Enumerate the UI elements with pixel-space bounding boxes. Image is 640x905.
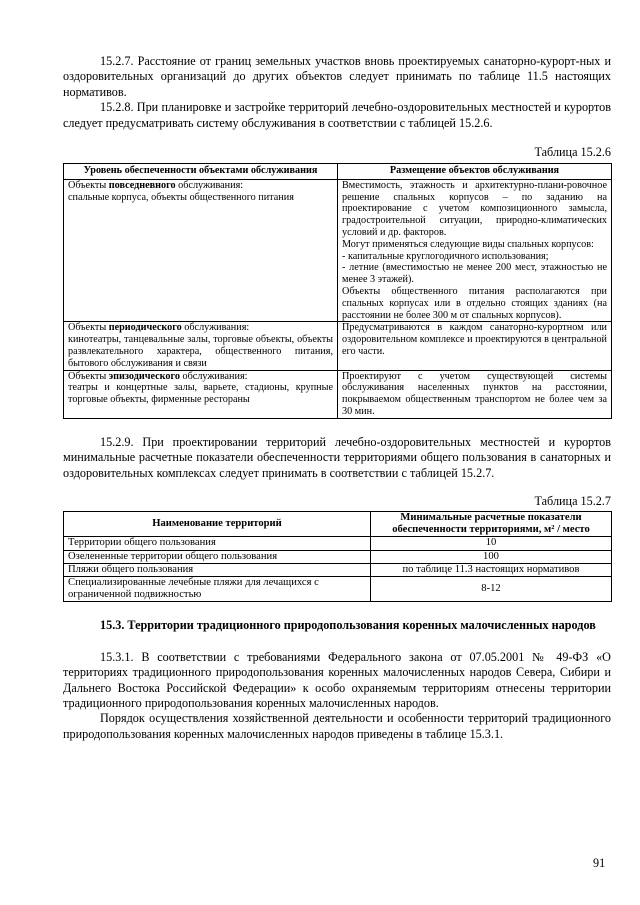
table-header-row	[64, 511, 612, 536]
level-objects: кинотеатры, танцевальные залы, торговые объекты, объекты развлекательного характера, общественного питания, бытового обслуживания и связи	[68, 334, 333, 369]
table-row	[64, 179, 612, 322]
paragraph-15-2-8: 15.2.8. При планировке и застройке территорий лечебно-оздоровительных местностей и курортов следует предусматривать систему обслуживания в соответствии с таблицей 15.2.6.	[63, 100, 611, 130]
table-15-2-6	[63, 163, 612, 419]
table-row	[64, 550, 612, 563]
column-header-min-indicators: Минимальные расчетные показатели обеспеченности территориями, м² / место	[371, 511, 612, 536]
page-number: 91	[593, 856, 606, 870]
table-cell-value: 10	[371, 537, 612, 550]
table-cell-placement: Проектируют с учетом существующей системы обслуживания населенных пунктов на расстоянии, покрываемом общественным транспортом не более чем за 30 мин.	[338, 370, 612, 418]
column-header-placement: Размещение объектов обслуживания	[338, 164, 612, 180]
table-cell-level: Объекты эпизодического обслуживания: театры и концертные залы, варьете, стадионы, крупные торговые объекты, фирменные рестораны	[64, 370, 338, 418]
table-cell-value: по таблице 11.3 настоящих нормативов	[371, 563, 612, 576]
level-objects: театры и концертные залы, варьете, стадионы, крупные торговые объекты, фирменные рестораны	[68, 382, 333, 406]
table-cell-territory: Специализированные лечебные пляжи для лечащихся с ограниченной подвижностью	[64, 577, 371, 602]
table-row	[64, 370, 612, 418]
table-15-2-6-caption: Таблица 15.2.6	[534, 145, 611, 160]
table-row	[64, 537, 612, 550]
table-row	[64, 577, 612, 602]
column-header-service-level: Уровень обеспеченности объектами обслуживания	[64, 164, 338, 180]
paragraph-15-2-9: 15.2.9. При проектировании территорий лечебно-оздоровительных местностей и курортов минимальные расчетные показатели обеспеченности территориями общего пользования в санаторных и оздоровительных комплексах следует принимать в соответствии с таблицей 15.2.7.	[63, 434, 611, 480]
table-15-2-7	[63, 511, 612, 602]
table-cell-territory: Пляжи общего пользования	[64, 563, 371, 576]
table-header-row	[64, 164, 612, 180]
table-cell-territory: Территории общего пользования	[64, 537, 371, 550]
table-cell-value: 8-12	[371, 577, 612, 602]
table-cell-level: Объекты периодического обслуживания: кинотеатры, танцевальные залы, торговые объекты, объекты развлекательного характера, общественного питания, бытового обслуживания и связи	[64, 322, 338, 370]
section-heading-15-3: 15.3. Территории традиционного природопользования коренных малочисленных народов	[100, 618, 596, 633]
paragraph-15-2-7: 15.2.7. Расстояние от границ земельных участков вновь проектируемых санаторно-курорт-ных и оздоровительных организаций до других объектов следует принимать по таблице 11.5 настоящих нормативов.	[63, 54, 611, 99]
level-term: эпизодического	[108, 370, 180, 382]
level-objects: спальные корпуса, объекты общественного питания	[68, 191, 294, 203]
table-row	[64, 322, 612, 370]
table-row	[64, 563, 612, 576]
paragraph-15-3-1: 15.3.1. В соответствии с требованиями Федерального закона от 07.05.2001 № 49-ФЗ «О территориях традиционного природопользования коренных малочисленных народов Севера, Сибири и Дальнего Востока Российской Федерации» к особо охраняемым территориям отнесены территории традиционного природопользования коренных малочисленных народов.	[63, 649, 611, 711]
column-header-territory-name: Наименование территорий	[64, 511, 371, 536]
document-page	[63, 54, 611, 742]
table-cell-territory: Озелененные территории общего пользования	[64, 550, 371, 563]
table-15-2-7-caption: Таблица 15.2.7	[534, 493, 611, 508]
level-term: повседневного	[108, 179, 176, 191]
table-cell-value: 100	[371, 550, 612, 563]
table-cell-placement: Предусматриваются в каждом санаторно-курортном или оздоровительном комплексе и проектируются в центральной его части.	[338, 322, 612, 370]
table-cell-placement: Вместимость, этажность и архитектурно-плани-ровочное решение спальных корпусов – по заданию на проектирование с учетом композиционного замысла, градостроительной ситуации, природно-климатических условий и др. факторов. Могут применяться следующие виды спальных корпусов: - капитальные круглогодичного использования; - летние (вместимостью не менее 200 мест, этажностью не менее 3 этажей). Объекты общественного питания располагаются при спальных корпусах или в отдельно стоящих зданиях (на расстоянии не более 300 м от спальных корпусов).	[338, 179, 612, 322]
table-cell-level: Объекты повседневного обслуживания: спальные корпуса, объекты общественного питания	[64, 179, 338, 322]
level-term: периодического	[108, 322, 182, 334]
paragraph-order: Порядок осуществления хозяйственной деятельности и особенности территорий традиционного природопользования коренных малочисленных народов приведены в таблице 15.3.1.	[63, 711, 611, 741]
